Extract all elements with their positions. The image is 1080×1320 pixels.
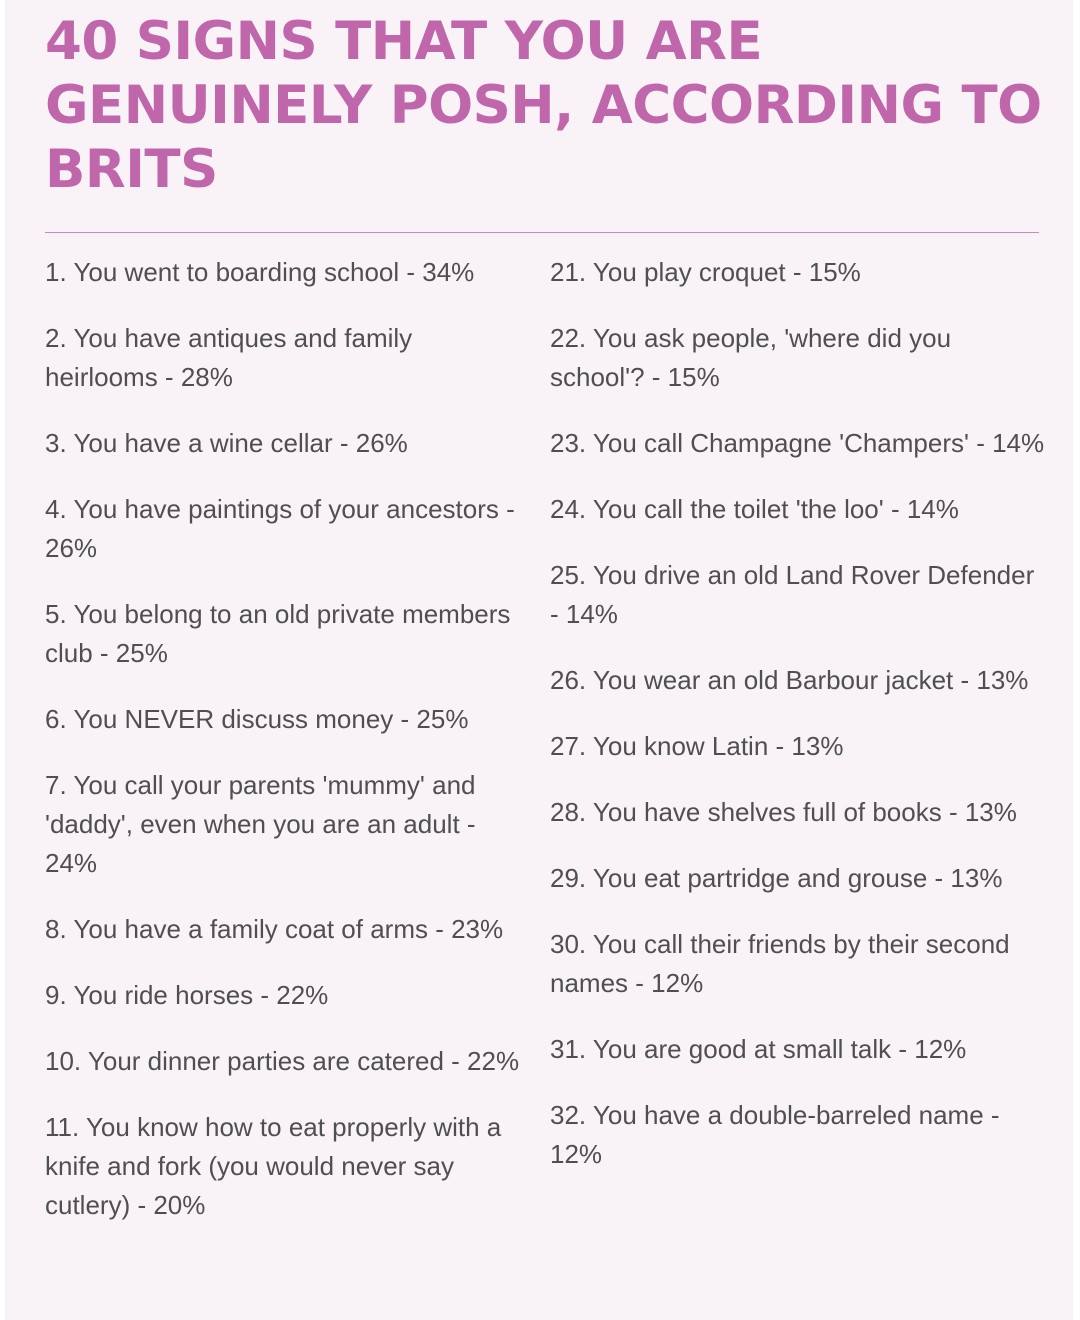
list-item: 22. You ask people, 'where did you school'? - 15%	[550, 323, 952, 392]
list-item: 29. You eat partridge and grouse - 13%	[550, 863, 1003, 893]
signs-list-left	[45, 253, 525, 1252]
list-item: 9. You ride horses - 22%	[45, 980, 329, 1010]
list-item: 10. Your dinner parties are catered - 22%	[45, 1046, 520, 1076]
list-item: 25. You drive an old Land Rover Defender - 14%	[550, 560, 1035, 629]
signs-list-right	[550, 253, 1050, 1201]
list-item: 6. You NEVER discuss money - 25%	[45, 704, 469, 734]
list-item: 11. You know how to eat properly with a knife and fork (you would never say cutlery) - 20%	[45, 1112, 502, 1220]
list-item: 23. You call Champagne 'Champers' - 14%	[550, 428, 1045, 458]
list-item: 4. You have paintings of your ancestors - 26%	[45, 494, 515, 563]
list-item: 28. You have shelves full of books - 13%	[550, 797, 1017, 827]
list-item: 32. You have a double-barreled name - 12%	[550, 1100, 1000, 1169]
list-item: 31. You are good at small talk - 12%	[550, 1034, 967, 1064]
list-item: 8. You have a family coat of arms - 23%	[45, 914, 504, 944]
list-item: 7. You call your parents 'mummy' and 'daddy', even when you are an adult - 24%	[45, 770, 476, 878]
list-item: 5. You belong to an old private members club - 25%	[45, 599, 511, 668]
list-item: 27. You know Latin - 13%	[550, 731, 844, 761]
list-item: 3. You have a wine cellar - 26%	[45, 428, 408, 458]
list-item: 1. You went to boarding school - 34%	[45, 257, 475, 287]
article-title: 40 SIGNS THAT YOU ARE GENUINELY POSH, ACCORDING TO BRITS	[45, 11, 1042, 200]
list-item: 2. You have antiques and family heirlooms - 28%	[45, 323, 413, 392]
title-divider	[45, 232, 1039, 233]
article-card	[5, 0, 1073, 1320]
list-item: 26. You wear an old Barbour jacket - 13%	[550, 665, 1029, 695]
list-item: 24. You call the toilet 'the loo' - 14%	[550, 494, 959, 524]
list-item: 30. You call their friends by their second names - 12%	[550, 929, 1010, 998]
list-item: 21. You play croquet - 15%	[550, 257, 861, 287]
